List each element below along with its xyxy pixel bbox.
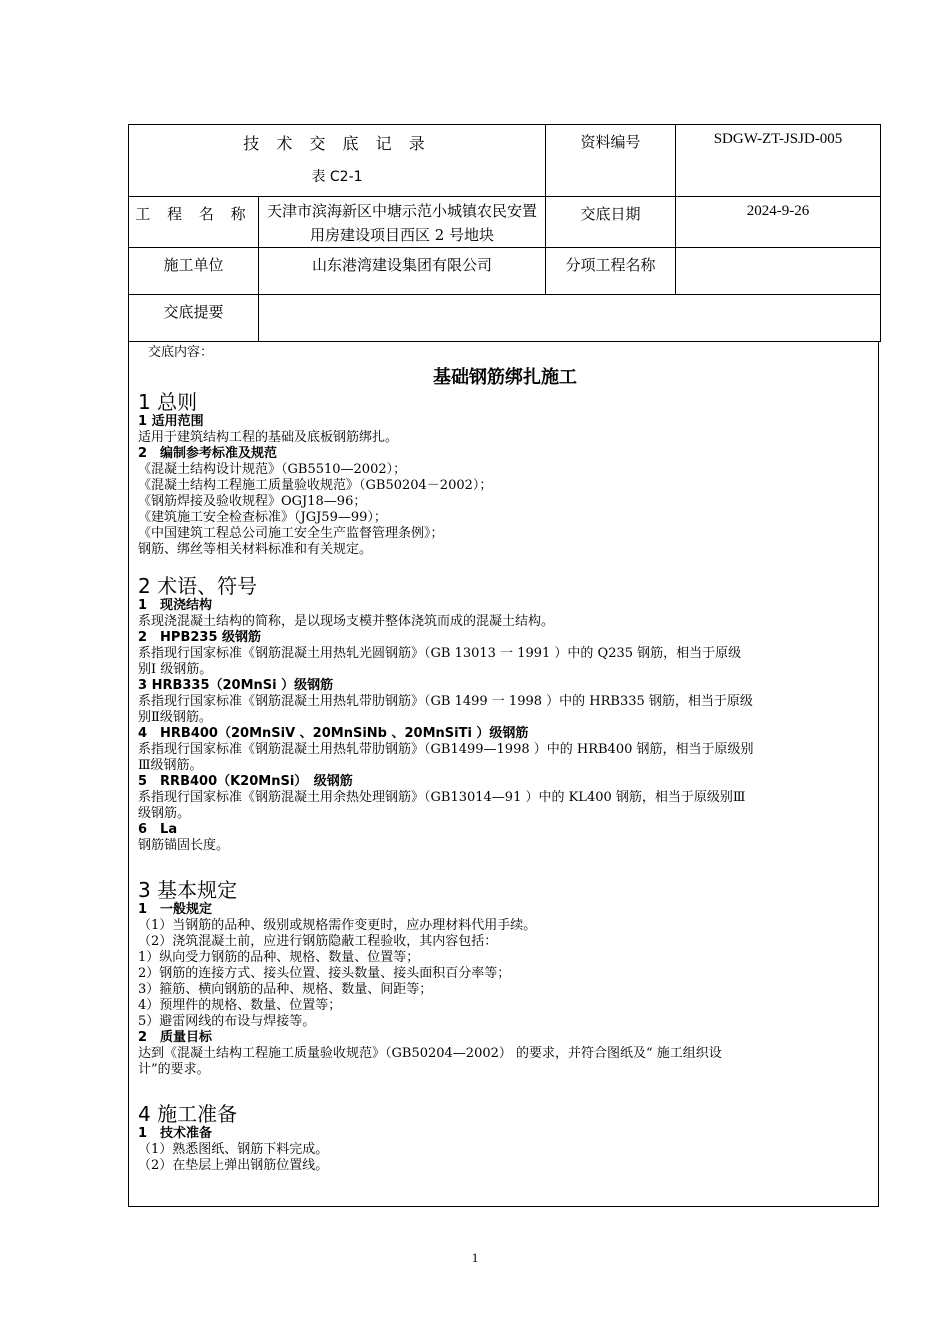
reference-item: 《建筑施工安全检查标准》（JGJ59—99）； — [138, 510, 387, 525]
summary-label: 交底提要 — [129, 295, 259, 342]
rule-line: 5）避雷网线的布设与焊接等。 — [138, 1014, 316, 1029]
unit-value: 山东港湾建设集团有限公司 — [259, 248, 546, 295]
doc-no-label: 资料编号 — [546, 125, 676, 197]
summary-value — [259, 295, 881, 342]
reference-item: 《钢筋焊接及验收规程》OGJ18—96； — [138, 494, 367, 509]
content-intro: 交底内容： — [148, 345, 214, 360]
project-label: 工 程 名 称 — [129, 197, 259, 248]
term-4-text: Ⅲ级钢筋。 — [138, 758, 203, 773]
date-label: 交底日期 — [546, 197, 676, 248]
term-3: 3 HRB335（20MnSi ）级钢筋 — [138, 678, 334, 693]
term-5: 5 RRB400（K20MnSi） 级钢筋 — [138, 774, 353, 789]
rule-line: 4）预埋件的规格、数量、位置等； — [138, 998, 342, 1013]
project-name-line2: 用房建设项目西区 2 号地块 — [309, 226, 495, 244]
rule-line: 3）箍筋、横向钢筋的品种、规格、数量、间距等； — [138, 982, 433, 997]
content-area — [138, 344, 872, 1174]
quality-goal-text: 达到《混凝土结构工程施工质量验收规范》（GB50204—2002） 的要求，并符合图纸及“ 施工组织设 — [138, 1046, 722, 1061]
term-5-text: 级钢筋。 — [138, 806, 191, 821]
form-number: 表 C2-1 — [311, 169, 363, 185]
section-1-sub-1-text: 适用于建筑结构工程的基础及底板钢筋绑扎。 — [138, 430, 399, 445]
term-2: 2 HPB235 级钢筋 — [138, 630, 262, 645]
section-1-sub-1: 1 适用范围 — [138, 414, 204, 429]
reference-item: 《混凝土结构设计规范》（GB5510—2002）； — [138, 462, 407, 477]
term-1-text: 系现浇混凝土结构的简称，是以现场支模并整体浇筑而成的混凝土结构。 — [138, 614, 555, 629]
term-2-text: 别Ⅰ 级钢筋。 — [138, 662, 213, 677]
term-2-text: 系指现行国家标准《钢筋混凝土用热轧光圆钢筋》（GB 13013 一 1991 ）中的 Q235 钢筋，相当于原级 — [138, 646, 742, 661]
prep-line: （1）熟悉图纸、钢筋下料完成。 — [138, 1142, 329, 1157]
unit-label: 施工单位 — [129, 248, 259, 295]
project-name — [259, 197, 546, 248]
prep-line: （2）在垫层上弹出钢筋位置线。 — [138, 1158, 329, 1173]
term-1: 1 现浇结构 — [138, 598, 213, 613]
rule-line: （1）当钢筋的品种、级别或规格需作变更时，应办理材料代用手续。 — [138, 918, 537, 933]
reference-item: 《混凝土结构工程施工质量验收规范》（GB50204－2002）； — [138, 478, 493, 493]
term-3-text: 别Ⅱ级钢筋。 — [138, 710, 212, 725]
tech-prep: 1 技术准备 — [138, 1126, 213, 1141]
term-6-text: 钢筋锚固长度。 — [138, 838, 230, 853]
general-rules: 1 一般规定 — [138, 902, 213, 917]
subitem-value — [676, 248, 881, 295]
rule-line: 2）钢筋的连接方式、接头位置、接头数量、接头面积百分率等； — [138, 966, 511, 981]
section-1-sub-2: 2 编制参考标准及规范 — [138, 446, 278, 461]
term-6: 6 La — [138, 822, 178, 837]
term-4: 4 HRB400（20MnSiV 、20MnSiNb 、20MnSiTi ）级钢筋 — [138, 726, 529, 741]
project-name-line1: 天津市滨海新区中塘示范小城镇农民安置 — [266, 202, 537, 220]
document-title: 基础钢筋绑扎施工 — [433, 367, 577, 388]
section-1-heading: 1 总则 — [138, 390, 198, 414]
term-3-text: 系指现行国家标准《钢筋混凝土用热轧带肋钢筋》（GB 1499 一 1998 ）中的 HRB335 钢筋，相当于原级 — [138, 694, 753, 709]
form-title: 技 术 交 底 记 录 — [243, 134, 431, 153]
title-cell — [129, 125, 546, 197]
subitem-label: 分项工程名称 — [546, 248, 676, 295]
section-2-heading: 2 术语、符号 — [138, 574, 258, 598]
term-5-text: 系指现行国家标准《钢筋混凝土用余热处理钢筋》（GB13014—91 ）中的 KL400 钢筋，相当于原级别Ⅲ — [138, 790, 746, 805]
header-table — [128, 124, 881, 342]
term-4-text: 系指现行国家标准《钢筋混凝土用热轧带肋钢筋》（GB1499—1998 ）中的 HRB400 钢筋，相当于原级别 — [138, 742, 754, 757]
reference-item: 《中国建筑工程总公司施工安全生产监督管理条例》； — [138, 526, 444, 541]
rule-line: 1）纵向受力钢筋的品种、规格、数量、位置等； — [138, 950, 420, 965]
quality-goal-text: 计”的要求。 — [138, 1062, 210, 1077]
section-3-heading: 3 基本规定 — [138, 878, 238, 902]
doc-no-value: SDGW-ZT-JSJD-005 — [676, 125, 881, 197]
quality-goal: 2 质量目标 — [138, 1030, 213, 1045]
date-value: 2024-9-26 — [676, 197, 881, 248]
section-4-heading: 4 施工准备 — [138, 1102, 238, 1126]
reference-item: 钢筋、绑丝等相关材料标准和有关规定。 — [138, 542, 373, 557]
rule-line: （2）浇筑混凝土前，应进行钢筋隐蔽工程验收，其内容包括： — [138, 934, 498, 949]
page-number: 1 — [471, 1250, 479, 1265]
